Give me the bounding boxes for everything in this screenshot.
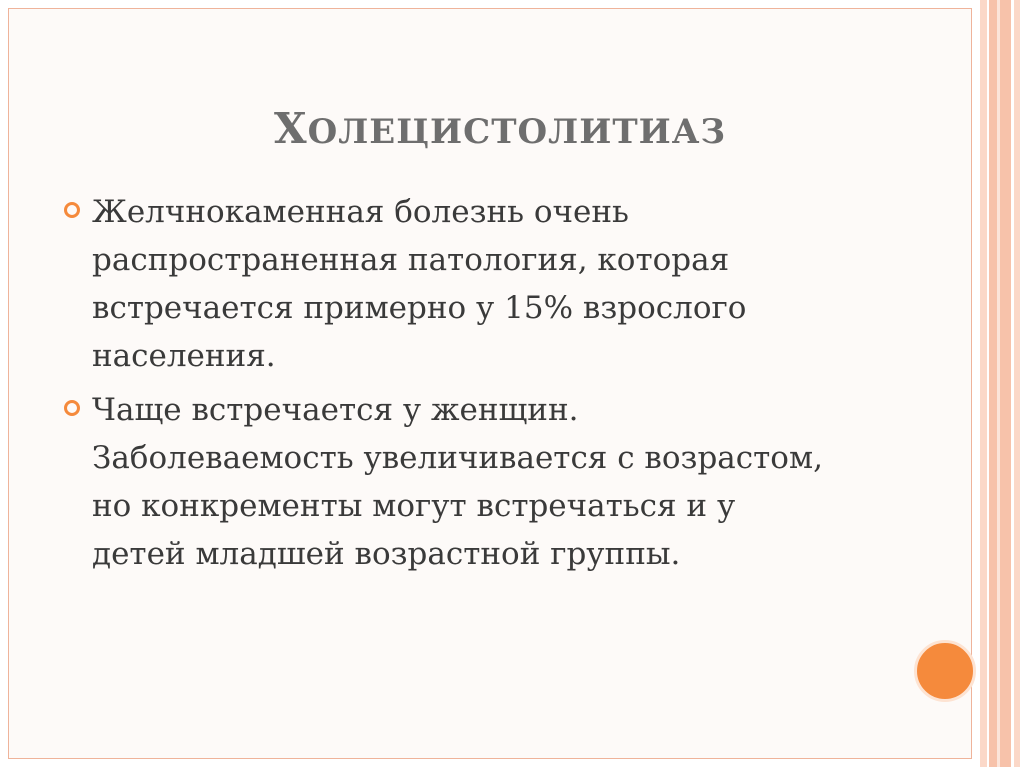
bullet-item xyxy=(60,188,940,380)
bullet-text: Желчнокаменная болезнь очень распространенная патология, которая встречается примерно у 15% взрослого населения. xyxy=(92,194,747,374)
bullet-item xyxy=(60,386,940,578)
orange-circle-icon xyxy=(914,640,976,702)
slide-title-rest: ОЛЕЦИСТОЛИТИАЗ xyxy=(307,112,726,152)
decorative-stripe xyxy=(1014,0,1020,767)
ring-bullet-icon xyxy=(64,202,80,218)
ring-bullet-icon xyxy=(64,400,80,416)
bullet-list xyxy=(60,188,940,584)
bullet-text: Чаще встречается у женщин. Заболеваемость увеличивается с возрастом, но конкременты могут встречаться и у детей младшей возрастной группы. xyxy=(92,392,823,572)
slide-title-initial: Х xyxy=(274,104,308,153)
slide-title xyxy=(0,104,1000,153)
decorative-stripe xyxy=(1000,0,1011,767)
